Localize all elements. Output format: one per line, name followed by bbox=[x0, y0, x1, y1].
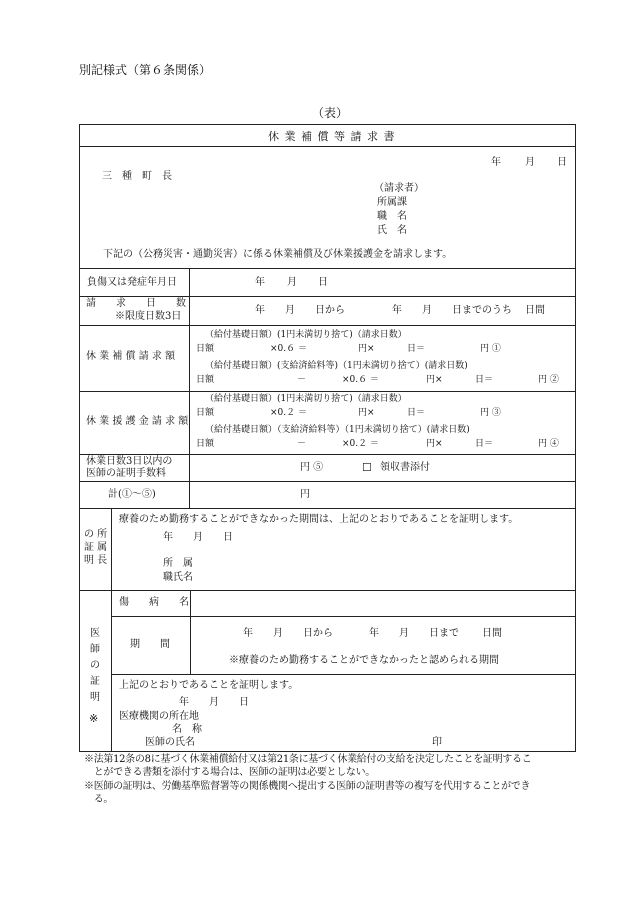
comp-line1-days: 日＝ bbox=[407, 344, 426, 354]
support-line2-days: 日＝ bbox=[475, 439, 494, 449]
period-from: 年 月 日から bbox=[243, 628, 333, 639]
doctor-fee-yen: 円 ⑤ bbox=[300, 462, 324, 473]
doctor-side-1: 医 bbox=[90, 628, 100, 639]
form-reference: 別記様式（第６条関係） bbox=[79, 63, 212, 77]
frame-right bbox=[575, 124, 576, 752]
divider-period bbox=[111, 674, 575, 675]
support-line1-total: 円 ③ bbox=[480, 408, 501, 418]
doctor-label-divider bbox=[190, 590, 191, 674]
support-line2-daily: 日額 bbox=[196, 439, 215, 449]
form-title: 休 業 補 償 等 請 求 書 bbox=[268, 130, 396, 143]
side-column-divider bbox=[111, 508, 112, 751]
date-day: 日 bbox=[557, 157, 567, 168]
doctor-fee-label-1: 休業日数3日以内の bbox=[86, 456, 173, 467]
claim-days-count: 日間 bbox=[525, 305, 545, 316]
note-2-cont: る。 bbox=[84, 794, 114, 805]
doctor-cert-date: 年 月 日 bbox=[179, 697, 249, 708]
claimant-label: （請求者） bbox=[374, 183, 424, 194]
period-days: 日間 bbox=[482, 628, 502, 639]
support-line1-days: 日＝ bbox=[407, 408, 426, 418]
doctor-side-5: 明 bbox=[90, 692, 100, 703]
divider-comp bbox=[79, 391, 575, 392]
doctor-name: 医師の氏名 bbox=[145, 737, 195, 748]
seal-mark: 印 bbox=[432, 737, 442, 748]
claim-days-limit: ※限度日数3日 bbox=[115, 311, 182, 322]
dept-side-2: 証 属 bbox=[84, 542, 108, 553]
dept-cert-text: 療養のため勤務することができなかった期間は、上記のとおりであることを証明します。 bbox=[119, 514, 519, 525]
frame-bottom bbox=[79, 751, 575, 752]
comp-line2-rate: ×0.６ ＝ bbox=[342, 375, 379, 385]
support-label: 休 業 援 護 金 請 求 額 bbox=[86, 416, 189, 427]
support-line2-header: （給付基礎日額）（支給済給料等）（1円未満切り捨て）(請求日数) bbox=[205, 425, 470, 435]
doctor-fee-label-2: 医師の証明手数料 bbox=[86, 468, 166, 479]
comp-line2-minus: － bbox=[297, 375, 307, 385]
note-1-cont: とができる書類を添付する場合は、医師の証明は必要としない。 bbox=[84, 767, 375, 778]
dept-side-3: 明 長 bbox=[84, 555, 108, 566]
divider-days bbox=[79, 325, 575, 326]
injury-date-label: 負傷又は発症年月日 bbox=[87, 277, 177, 288]
support-line2-yen: 円× bbox=[426, 439, 443, 449]
addressee: 三 種 町 長 bbox=[102, 171, 172, 182]
doctor-side-4: 証 bbox=[90, 676, 100, 687]
compensation-label: 休 業 補 償 請 求 額 bbox=[86, 351, 176, 362]
note-2: ※医師の証明は、労働基準監督署等の関係機関へ提出する医師の証明書等の複写を代用することができ bbox=[84, 781, 531, 792]
dept-cert-dept: 所 属 bbox=[163, 558, 193, 569]
claim-days-from: 年 月 日から bbox=[255, 305, 345, 316]
injury-year: 年 bbox=[255, 277, 265, 288]
note-1: ※法第12条の8に基づく休業補償給付又は第21条に基づく休業給付の支給を決定したことを証明するこ bbox=[84, 754, 532, 765]
divider-top-block bbox=[79, 268, 575, 269]
period-note: ※療養のため勤務することができなかったと認められる期間 bbox=[229, 655, 499, 666]
support-line2-rate: ×0.２ ＝ bbox=[342, 439, 379, 449]
comp-line2-header: （給付基礎日額）(支給済給料等)（1円未満切り捨て）(請求日数) bbox=[205, 361, 468, 371]
comp-line1-yen: 円× bbox=[358, 344, 375, 354]
date-month: 月 bbox=[525, 157, 535, 168]
divider-title bbox=[79, 146, 575, 147]
claimant-name: 氏 名 bbox=[377, 225, 407, 236]
medical-institution-name: 名 称 bbox=[172, 724, 202, 735]
doctor-side-2: 師 bbox=[90, 644, 100, 655]
comp-line2-daily: 日額 bbox=[196, 375, 215, 385]
claim-days-label: 請 求 日 数 bbox=[86, 298, 186, 309]
support-line1-rate: ×0.２ ＝ bbox=[270, 408, 307, 418]
claim-statement: 下記の（公務災害・通勤災害）に係る休業補償及び休業援護金を請求します。 bbox=[103, 249, 453, 260]
comp-line2-total: 円 ② bbox=[538, 375, 559, 385]
claim-days-to: 年 月 日までのうち bbox=[392, 305, 512, 316]
divider-illness bbox=[111, 616, 575, 617]
injury-month: 月 bbox=[287, 277, 297, 288]
support-line2-total: 円 ④ bbox=[538, 439, 559, 449]
divider-fee bbox=[79, 481, 575, 482]
claimant-position: 職 名 bbox=[377, 211, 407, 222]
support-line2-minus: － bbox=[297, 439, 307, 449]
receipt-checkbox[interactable]: ☐ bbox=[362, 461, 372, 474]
receipt-attached: 領収書添付 bbox=[380, 462, 430, 473]
total-label: 計(①～⑤) bbox=[108, 489, 156, 500]
comp-line1-rate: ×0.６ ＝ bbox=[270, 344, 307, 354]
date-year: 年 bbox=[491, 157, 501, 168]
doctor-side-mark: ※ bbox=[89, 712, 99, 725]
comp-line2-days: 日＝ bbox=[475, 375, 494, 385]
divider-total bbox=[79, 508, 575, 509]
doctor-cert-text: 上記のとおりであることを証明します。 bbox=[119, 680, 299, 691]
dept-cert-name: 職氏名 bbox=[163, 572, 193, 583]
claimant-dept: 所属課 bbox=[377, 197, 407, 208]
frame-left bbox=[79, 124, 80, 752]
comp-line2-yen: 円× bbox=[426, 375, 443, 385]
support-line1-header: （給付基礎日額）(1円未満切り捨て)（請求日数） bbox=[205, 394, 407, 404]
total-yen: 円 bbox=[300, 489, 310, 500]
doctor-side-3: の bbox=[90, 660, 100, 671]
comp-line1-header: （給付基礎日額）(1円未満切り捨て)（請求日数） bbox=[205, 330, 407, 340]
injury-day: 日 bbox=[318, 277, 328, 288]
side-label: （表） bbox=[312, 106, 349, 120]
comp-line1-daily: 日額 bbox=[196, 344, 215, 354]
dept-cert-date: 年 月 日 bbox=[163, 532, 233, 543]
label-column-divider bbox=[189, 268, 190, 508]
comp-line1-total: 円 ① bbox=[480, 344, 501, 354]
support-line1-daily: 日額 bbox=[196, 408, 215, 418]
support-line1-yen: 円× bbox=[358, 408, 375, 418]
divider-injury bbox=[79, 296, 575, 297]
frame-top bbox=[79, 124, 575, 125]
medical-institution-address: 医療機関の所在地 bbox=[119, 711, 199, 722]
dept-side-1: の 所 bbox=[84, 529, 108, 540]
period-to: 年 月 日まで bbox=[369, 628, 459, 639]
illness-label: 傷 病 名 bbox=[119, 597, 189, 608]
divider-dept bbox=[79, 590, 575, 591]
divider-support bbox=[79, 454, 575, 455]
period-label: 期 間 bbox=[130, 639, 170, 650]
